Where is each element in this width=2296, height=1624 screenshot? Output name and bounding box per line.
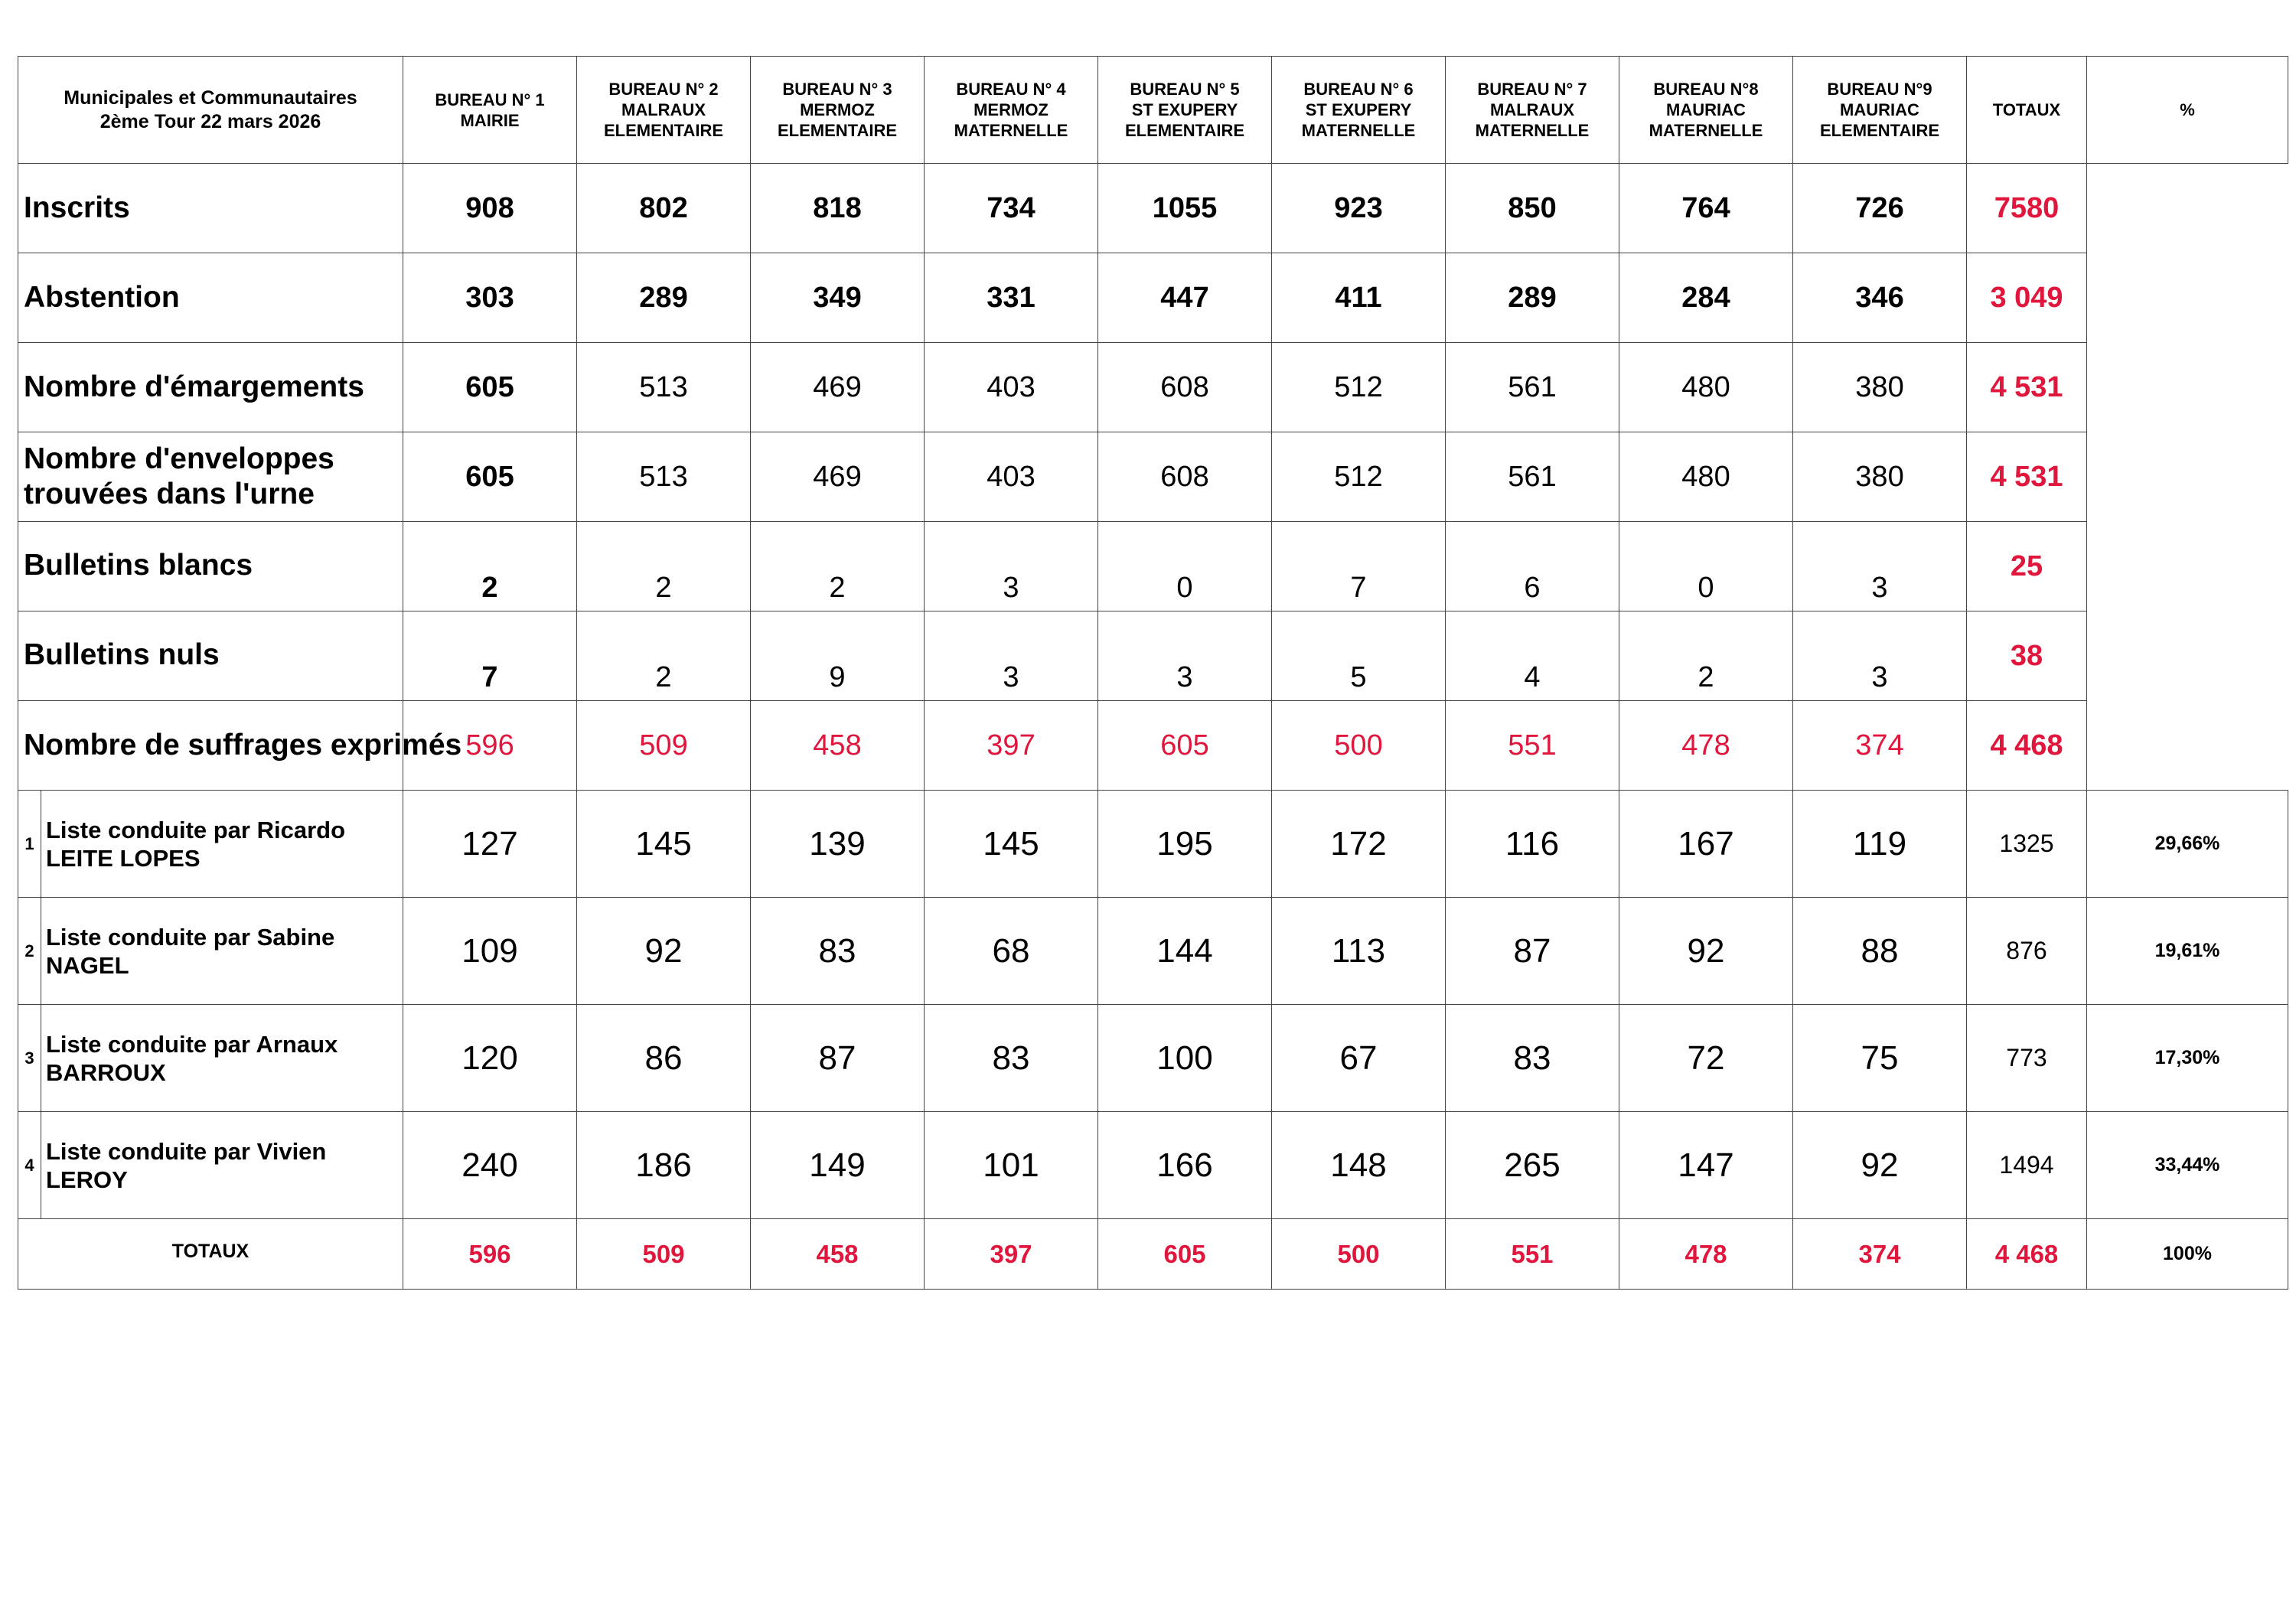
stats-cell: 850 — [1446, 164, 1619, 253]
stats-cell: 7 — [1272, 522, 1446, 611]
stats-cell: 551 — [1446, 701, 1619, 791]
candidate-votes: 195 — [1098, 791, 1272, 898]
stats-total: 4 531 — [1967, 432, 2087, 522]
bureau-header-2 — [577, 57, 751, 164]
candidate-votes: 120 — [403, 1005, 577, 1112]
candidate-votes: 92 — [577, 898, 751, 1005]
stats-cell: 5 — [1272, 611, 1446, 701]
totals-cell: 551 — [1446, 1219, 1619, 1290]
candidate-total: 876 — [1967, 898, 2087, 1005]
stats-cell: 512 — [1272, 432, 1446, 522]
stats-cell: 403 — [925, 343, 1098, 432]
stats-cell: 561 — [1446, 432, 1619, 522]
bureau-header-line3: MATERNELLE — [1475, 121, 1590, 140]
stats-cell: 480 — [1619, 343, 1793, 432]
percent-empty-cell — [2087, 253, 2288, 343]
election-title-line2: 2ème Tour 22 mars 2026 — [99, 110, 321, 132]
bureau-header-line1: BUREAU N° 7 — [1477, 80, 1587, 99]
candidate-total: 1494 — [1967, 1112, 2087, 1219]
totals-row — [18, 1219, 2288, 1290]
totals-grand-total: 4 468 — [1967, 1219, 2087, 1290]
header-totaux: TOTAUX — [1967, 57, 2087, 164]
stats-row-label: Bulletins blancs — [18, 522, 403, 611]
bureau-header-line3: MATERNELLE — [1649, 121, 1763, 140]
stats-cell: 480 — [1619, 432, 1793, 522]
candidate-votes: 119 — [1793, 791, 1967, 898]
bureau-header-4 — [925, 57, 1098, 164]
bureau-header-1 — [403, 57, 577, 164]
candidate-votes: 113 — [1272, 898, 1446, 1005]
candidate-votes: 167 — [1619, 791, 1793, 898]
bureau-header-line2: ST EXUPERY — [1131, 100, 1238, 119]
stats-row — [18, 253, 2288, 343]
bureau-header-line3: ELEMENTAIRE — [603, 121, 724, 140]
stats-cell: 411 — [1272, 253, 1446, 343]
stats-cell: 596 — [403, 701, 577, 791]
candidate-votes: 116 — [1446, 791, 1619, 898]
stats-row — [18, 164, 2288, 253]
stats-cell: 608 — [1098, 343, 1272, 432]
stats-cell: 458 — [751, 701, 925, 791]
percent-empty-cell — [2087, 343, 2288, 432]
candidate-votes: 87 — [1446, 898, 1619, 1005]
candidate-index: 3 — [18, 1005, 41, 1112]
bureau-header-9 — [1793, 57, 1967, 164]
candidate-votes: 101 — [925, 1112, 1098, 1219]
stats-cell: 2 — [577, 522, 751, 611]
bureau-header-line3: ELEMENTAIRE — [1124, 121, 1245, 140]
bureau-header-line2: MAIRIE — [460, 110, 520, 130]
stats-cell: 3 — [925, 522, 1098, 611]
totals-cell: 509 — [577, 1219, 751, 1290]
candidate-votes: 139 — [751, 791, 925, 898]
bureau-header-line2: MAURIAC — [1666, 100, 1746, 119]
candidate-label: Liste conduite par Sabine NAGEL — [41, 898, 403, 1005]
stats-total: 3 049 — [1967, 253, 2087, 343]
results-table — [18, 56, 2288, 1290]
candidate-label: Liste conduite par Ricardo LEITE LOPES — [41, 791, 403, 898]
bureau-header-line2: MALRAUX — [621, 100, 706, 119]
stats-cell: 605 — [1098, 701, 1272, 791]
percent-empty-cell — [2087, 611, 2288, 701]
stats-cell: 509 — [577, 701, 751, 791]
bureau-header-line3: ELEMENTAIRE — [1819, 121, 1940, 140]
stats-cell: 2 — [751, 522, 925, 611]
bureau-header-line1: BUREAU N° 6 — [1303, 80, 1414, 99]
candidate-votes: 145 — [925, 791, 1098, 898]
bureau-header-3 — [751, 57, 925, 164]
stats-row-label: Bulletins nuls — [18, 611, 403, 701]
stats-cell: 500 — [1272, 701, 1446, 791]
bureau-header-5 — [1098, 57, 1272, 164]
stats-cell: 284 — [1619, 253, 1793, 343]
bureau-header-line1: BUREAU N°8 — [1653, 80, 1759, 99]
candidate-votes: 75 — [1793, 1005, 1967, 1112]
stats-row — [18, 343, 2288, 432]
totals-percent: 100% — [2087, 1219, 2288, 1290]
candidate-votes: 240 — [403, 1112, 577, 1219]
bureau-header-line1: BUREAU N° 3 — [782, 80, 892, 99]
bureau-header-7 — [1446, 57, 1619, 164]
election-title — [18, 57, 403, 164]
candidate-votes: 144 — [1098, 898, 1272, 1005]
candidate-index: 1 — [18, 791, 41, 898]
candidate-votes: 83 — [751, 898, 925, 1005]
bureau-header-line2: MERMOZ — [800, 100, 875, 119]
candidate-row — [18, 1005, 2288, 1112]
candidate-index: 4 — [18, 1112, 41, 1219]
totals-cell: 458 — [751, 1219, 925, 1290]
candidate-total: 773 — [1967, 1005, 2087, 1112]
stats-cell: 374 — [1793, 701, 1967, 791]
candidate-votes: 83 — [1446, 1005, 1619, 1112]
stats-cell: 605 — [403, 343, 577, 432]
stats-cell: 513 — [577, 343, 751, 432]
candidate-votes: 100 — [1098, 1005, 1272, 1112]
bureau-header-line3: MATERNELLE — [954, 121, 1068, 140]
candidate-votes: 88 — [1793, 898, 1967, 1005]
stats-cell: 3 — [1793, 522, 1967, 611]
percent-empty-cell — [2087, 701, 2288, 791]
stats-row-label: Nombre de suffrages exprimés — [18, 701, 403, 791]
stats-cell: 561 — [1446, 343, 1619, 432]
totals-cell: 605 — [1098, 1219, 1272, 1290]
stats-cell: 303 — [403, 253, 577, 343]
candidate-votes: 166 — [1098, 1112, 1272, 1219]
stats-row — [18, 432, 2288, 522]
candidate-percent: 17,30% — [2087, 1005, 2288, 1112]
stats-cell: 3 — [1098, 611, 1272, 701]
candidate-row — [18, 898, 2288, 1005]
totals-cell: 374 — [1793, 1219, 1967, 1290]
candidate-votes: 147 — [1619, 1112, 1793, 1219]
candidate-votes: 145 — [577, 791, 751, 898]
stats-cell: 923 — [1272, 164, 1446, 253]
totals-cell: 596 — [403, 1219, 577, 1290]
stats-cell: 331 — [925, 253, 1098, 343]
candidate-votes: 148 — [1272, 1112, 1446, 1219]
stats-cell: 346 — [1793, 253, 1967, 343]
bureau-header-line1: BUREAU N° 1 — [435, 90, 545, 109]
stats-cell: 2 — [1619, 611, 1793, 701]
stats-total: 4 531 — [1967, 343, 2087, 432]
bureau-header-line3: MATERNELLE — [1301, 121, 1416, 140]
stats-total: 4 468 — [1967, 701, 2087, 791]
totals-cell: 478 — [1619, 1219, 1793, 1290]
stats-cell: 3 — [1793, 611, 1967, 701]
bureau-header-line2: MALRAUX — [1490, 100, 1574, 119]
candidate-percent: 29,66% — [2087, 791, 2288, 898]
stats-cell: 908 — [403, 164, 577, 253]
stats-cell: 469 — [751, 343, 925, 432]
stats-cell: 734 — [925, 164, 1098, 253]
candidate-votes: 92 — [1793, 1112, 1967, 1219]
stats-cell: 0 — [1619, 522, 1793, 611]
stats-row — [18, 701, 2288, 791]
stats-cell: 6 — [1446, 522, 1619, 611]
candidate-row — [18, 1112, 2288, 1219]
candidate-votes: 72 — [1619, 1005, 1793, 1112]
bureau-header-line2: MERMOZ — [974, 100, 1049, 119]
stats-cell: 7 — [403, 611, 577, 701]
stats-cell: 1055 — [1098, 164, 1272, 253]
stats-cell: 605 — [403, 432, 577, 522]
candidate-percent: 33,44% — [2087, 1112, 2288, 1219]
stats-cell: 397 — [925, 701, 1098, 791]
stats-cell: 2 — [577, 611, 751, 701]
candidate-votes: 68 — [925, 898, 1098, 1005]
candidate-votes: 265 — [1446, 1112, 1619, 1219]
header-row — [18, 57, 2288, 164]
candidate-votes: 127 — [403, 791, 577, 898]
stats-cell: 289 — [577, 253, 751, 343]
stats-cell: 726 — [1793, 164, 1967, 253]
stats-cell: 9 — [751, 611, 925, 701]
bureau-header-line1: BUREAU N° 5 — [1130, 80, 1240, 99]
stats-cell: 447 — [1098, 253, 1272, 343]
candidate-index: 2 — [18, 898, 41, 1005]
bureau-header-line1: BUREAU N° 2 — [608, 80, 719, 99]
stats-cell: 3 — [925, 611, 1098, 701]
candidate-row — [18, 791, 2288, 898]
candidate-percent: 19,61% — [2087, 898, 2288, 1005]
candidate-votes: 172 — [1272, 791, 1446, 898]
stats-row-label: Nombre d'enveloppes trouvées dans l'urne — [18, 432, 403, 522]
bureau-header-line1: BUREAU N°9 — [1827, 80, 1932, 99]
candidate-votes: 186 — [577, 1112, 751, 1219]
bureau-header-line1: BUREAU N° 4 — [956, 80, 1066, 99]
stats-row — [18, 611, 2288, 701]
totals-cell: 397 — [925, 1219, 1098, 1290]
stats-total: 38 — [1967, 611, 2087, 701]
stats-cell: 4 — [1446, 611, 1619, 701]
stats-row — [18, 522, 2288, 611]
candidate-label: Liste conduite par Arnaux BARROUX — [41, 1005, 403, 1112]
stats-cell: 512 — [1272, 343, 1446, 432]
candidate-votes: 67 — [1272, 1005, 1446, 1112]
percent-empty-cell — [2087, 522, 2288, 611]
stats-row-label: Inscrits — [18, 164, 403, 253]
stats-cell: 349 — [751, 253, 925, 343]
candidate-votes: 149 — [751, 1112, 925, 1219]
stats-cell: 818 — [751, 164, 925, 253]
bureau-header-6 — [1272, 57, 1446, 164]
totals-cell: 500 — [1272, 1219, 1446, 1290]
candidate-votes: 92 — [1619, 898, 1793, 1005]
candidate-label: Liste conduite par Vivien LEROY — [41, 1112, 403, 1219]
stats-cell: 764 — [1619, 164, 1793, 253]
stats-cell: 478 — [1619, 701, 1793, 791]
stats-cell: 2 — [403, 522, 577, 611]
bureau-header-line3: ELEMENTAIRE — [777, 121, 898, 140]
stats-row-label: Nombre d'émargements — [18, 343, 403, 432]
stats-cell: 380 — [1793, 432, 1967, 522]
stats-cell: 380 — [1793, 343, 1967, 432]
stats-total: 7580 — [1967, 164, 2087, 253]
bureau-header-line2: MAURIAC — [1840, 100, 1919, 119]
candidate-votes: 86 — [577, 1005, 751, 1112]
candidate-total: 1325 — [1967, 791, 2087, 898]
stats-cell: 469 — [751, 432, 925, 522]
election-title-line1: Municipales et Communautaires — [64, 86, 357, 109]
candidate-votes: 87 — [751, 1005, 925, 1112]
stats-cell: 513 — [577, 432, 751, 522]
totals-label: TOTAUX — [18, 1219, 403, 1290]
stats-cell: 802 — [577, 164, 751, 253]
stats-cell: 608 — [1098, 432, 1272, 522]
stats-cell: 289 — [1446, 253, 1619, 343]
candidate-votes: 83 — [925, 1005, 1098, 1112]
percent-empty-cell — [2087, 164, 2288, 253]
bureau-header-8 — [1619, 57, 1793, 164]
percent-empty-cell — [2087, 432, 2288, 522]
stats-row-label: Abstention — [18, 253, 403, 343]
stats-cell: 403 — [925, 432, 1098, 522]
candidate-votes: 109 — [403, 898, 577, 1005]
stats-cell: 0 — [1098, 522, 1272, 611]
bureau-header-line2: ST EXUPERY — [1305, 100, 1412, 119]
header-percent: % — [2087, 57, 2288, 164]
stats-total: 25 — [1967, 522, 2087, 611]
